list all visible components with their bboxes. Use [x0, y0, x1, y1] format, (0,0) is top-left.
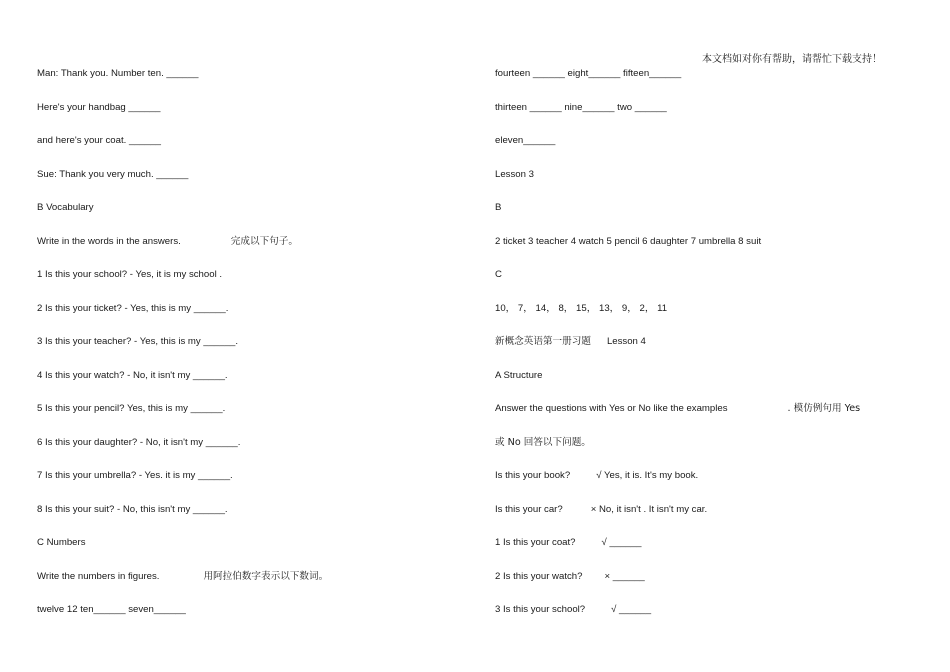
section-heading: B	[495, 202, 502, 213]
text-line: Here's your handbag ______	[37, 101, 161, 113]
exercise-line: 7 Is this your umbrella? - Yes. it is my ______.	[37, 470, 233, 481]
answer-line: 10， 7， 14， 8， 15， 13， 9， 2， 11	[495, 302, 668, 314]
section-heading: A Structure	[495, 369, 543, 381]
header-note: 本文档如对你有帮助，请帮忙下载支持！	[702, 54, 882, 65]
example-answer: × No, it isn't . It isn't my car.	[590, 503, 708, 515]
text-line: and here's your coat. ______	[37, 135, 161, 146]
exercise-line: eleven______	[495, 135, 556, 146]
exercise-line: 3 Is this your school? √ ______	[495, 604, 652, 615]
instruction-note: 完成以下句子。	[230, 235, 298, 247]
exercise-line: thirteen ______ nine______ two ______	[495, 101, 667, 113]
exercise-line: fourteen ______ eight______ fifteen______	[495, 68, 682, 79]
example-line: Is this your car? × No, it isn't . It isn't my car.	[495, 503, 708, 515]
exercise-line: 6 Is this your daughter? - No, it isn't my ______.	[37, 436, 241, 448]
exercise-line: twelve 12 ten______ seven______	[37, 604, 186, 615]
instruction-line: Write in the words in the answers. 完成以下句子。	[37, 235, 298, 247]
exercise-line: 1 Is this your school? - Yes, it is my school .	[37, 269, 223, 280]
answer-blank: √ ______	[601, 537, 642, 548]
exercise-line: 1 Is this your coat? √ ______	[495, 537, 642, 548]
section-heading: Lesson 3	[495, 168, 534, 180]
section-heading: C Numbers	[37, 537, 86, 548]
exercise-line: 4 Is this your watch? - No, it isn't my ______.	[37, 369, 228, 381]
instruction-note: . 模仿例句用 Yes	[787, 403, 861, 414]
left-column	[37, 68, 457, 638]
right-column	[495, 68, 915, 638]
section-heading: B Vocabulary	[37, 202, 94, 213]
exercise-line: 3 Is this your teacher? - Yes, this is my ______.	[37, 336, 239, 347]
section-title: 新概念英语第一册习题 Lesson 4	[495, 336, 646, 347]
answer-blank: √ ______	[611, 604, 652, 615]
exercise-line: 2 Is this your watch? × ______	[495, 570, 645, 582]
exercise-line: 8 Is this your suit? - No, this isn't my ______.	[37, 503, 228, 515]
text-line: Sue: Thank you very much. ______	[37, 168, 189, 180]
answer-blank: × ______	[604, 570, 645, 582]
text-line: Man: Thank you. Number ten. ______	[37, 68, 199, 79]
instruction-line: Write the numbers in figures. 用阿拉伯数字表示以下数词。	[37, 570, 329, 582]
section-heading: C	[495, 269, 502, 280]
answer-line: 2 ticket 3 teacher 4 watch 5 pencil 6 daughter 7 umbrella 8 suit	[495, 235, 762, 247]
instruction-line: 或 No 回答以下问题。	[495, 436, 591, 448]
example-answer: √ Yes, it is. It's my book.	[596, 470, 699, 481]
instruction-note: 用阿拉伯数字表示以下数词。	[203, 570, 329, 582]
example-line: Is this your book? √ Yes, it is. It's my book.	[495, 470, 699, 481]
exercise-line: 5 Is this your pencil? Yes, this is my ______.	[37, 403, 226, 414]
lesson-label: Lesson 4	[606, 336, 646, 347]
exercise-line: 2 Is this your ticket? - Yes, this is my ______.	[37, 302, 229, 314]
instruction-line: Answer the questions with Yes or No like the examples . 模仿例句用 Yes	[495, 403, 861, 414]
